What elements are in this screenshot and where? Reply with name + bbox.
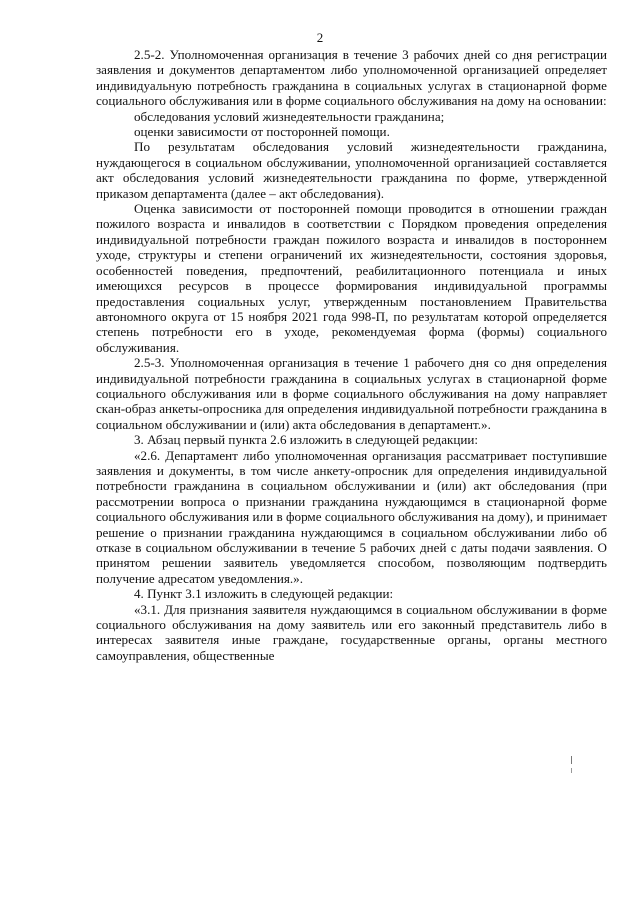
paragraph-2-5-3: 2.5-3. Уполномоченная организация в течение 1 рабочего дня со дня определения индивидуальной потребности гражданина в социальных услугах в стационарной форме социального обслуживания или в форме социального обслуживания на дому направляет скан-образ анкеты-опросника для определения индивидуальной потребности гражданина в социальном обслуживании и (или) акта обследования в департамент.». bbox=[96, 355, 607, 432]
list-item: обследования условий жизнедеятельности гражданина; bbox=[134, 108, 445, 124]
paragraph-3-1: «3.1. Для признания заявителя нуждающимся в социальном обслуживании в форме социального обслуживания на дому заявитель или его законный представитель либо в интересах заявителя иные граждане, государственные органы, органы местного самоуправления, общественные bbox=[96, 601, 607, 663]
page-number: 2 bbox=[316, 30, 324, 45]
paragraph-dependency-assessment: Оценка зависимости от посторонней помощи проводится в отношении граждан пожилого возраста и инвалидов в соответствии с Порядком проведения определения индивидуальной потребности граждан пожилого возраста и инвалидов в постороннем уходе, структуры и степени ограничений их жизнедеятельности, состояния здоровья, особенностей поведения, предпочтений, реабилитационного потенциала и иных имеющихся ресурсов в процессе формирования индивидуальной программы предоставления социальных услуг, утвержденным постановлением Правительства автономного округа от 15 ноября 2021 года 998-П, по результатам которой определяется степень потребности его в уходе, рекомендуемая форма (формы) социального обслуживания. bbox=[96, 201, 607, 355]
paragraph-2-5-2: 2.5-2. Уполномоченная организация в течение 3 рабочих дней со дня регистрации заявления и документов департаментом либо уполномоченной организацией определяет индивидуальную потребность гражданина в социальных услугах в стационарной форме социального обслуживания или в форме социального обслуживания на дому на основании: bbox=[96, 47, 607, 109]
paragraph-2-6: «2.6. Департамент либо уполномоченная организация рассматривает поступившие заявления и документы, в том числе анкету-опросник для определения индивидуальной потребности гражданина в социальном обслуживании и (или) акт обследования (при рассмотрении вопроса о признании гражданина нуждающимся в стационарной форме социального обслуживания или в форме социального обслуживания на дому), и принимает решение о признании гражданина нуждающимся в социальном обслуживании либо об отказе в социальном обслуживании в течение 5 рабочих дней с даты подачи заявления. О принятом решении заявитель уведомляется способом, позволяющим подтвердить получение адресатом уведомления.». bbox=[96, 447, 607, 586]
paragraph-survey-act: По результатам обследования условий жизнедеятельности гражданина, нуждающегося в социальном обслуживании, уполномоченной организацией составляется акт обследования условий жизнедеятельности гражданина по форме, утвержденной приказом департамента (далее – акт обследования). bbox=[96, 139, 607, 201]
scan-artifact bbox=[571, 768, 572, 773]
paragraph-amendment-4: 4. Пункт 3.1 изложить в следующей редакции: bbox=[134, 586, 394, 602]
list-item: оценки зависимости от посторонней помощи. bbox=[134, 124, 390, 140]
document-body bbox=[96, 47, 607, 663]
paragraph-amendment-3: 3. Абзац первый пункта 2.6 изложить в следующей редакции: bbox=[134, 432, 479, 448]
scan-artifact bbox=[571, 756, 572, 764]
